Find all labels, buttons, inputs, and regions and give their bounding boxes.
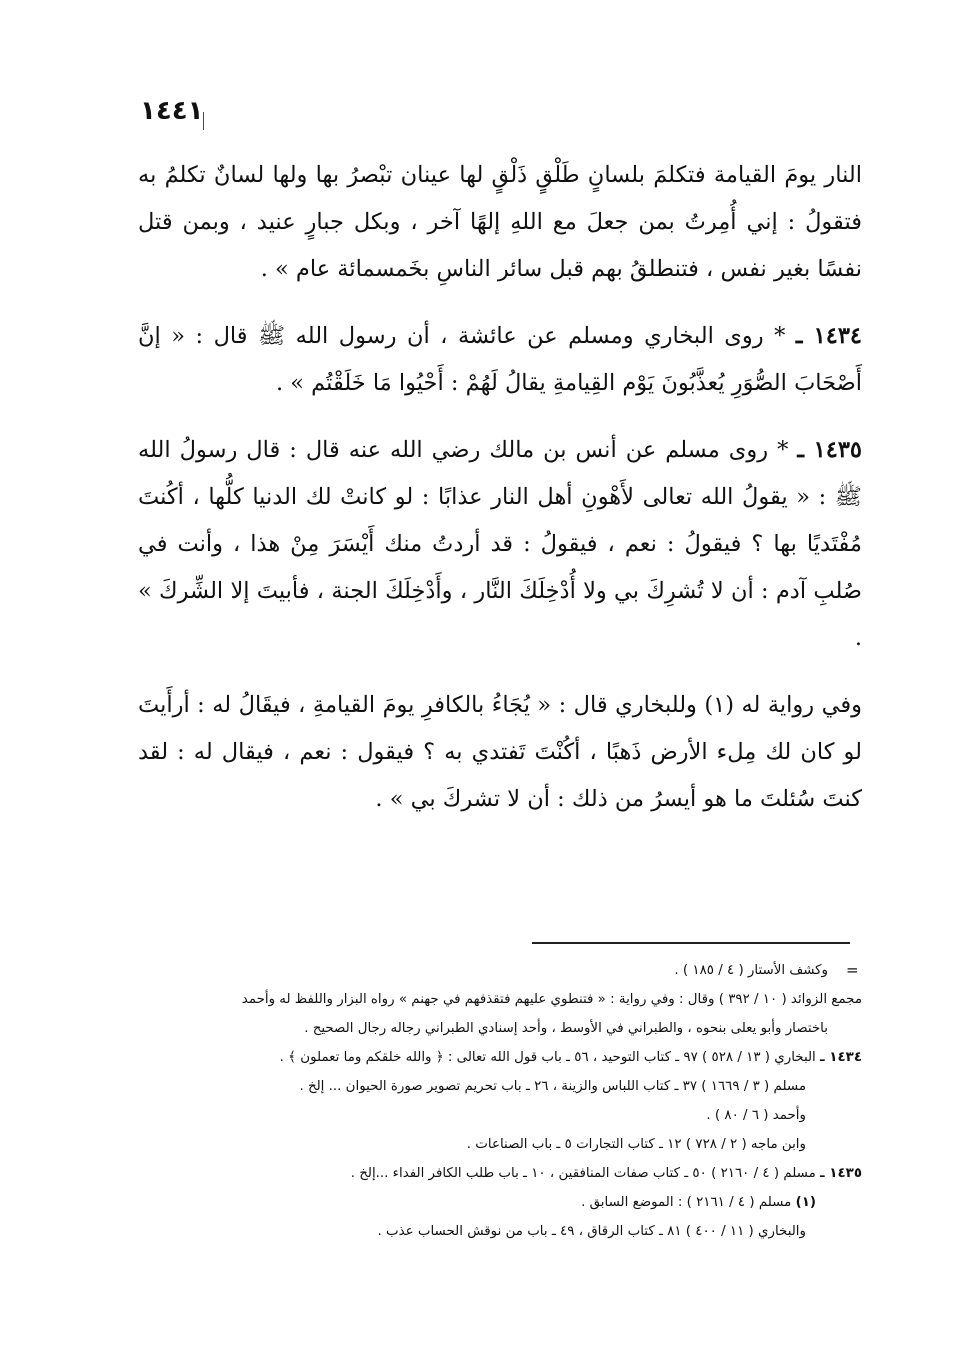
footnote-text: مسلم ( ٤ / ٢١٦١ ) : الموضع السابق . bbox=[581, 1195, 792, 1210]
footnotes bbox=[138, 956, 862, 1246]
footnote-number: ١٤٣٥ ـ bbox=[820, 1166, 862, 1181]
footnote-number: ١٤٣٤ ـ bbox=[820, 1050, 862, 1065]
footnote-line bbox=[138, 1159, 862, 1188]
footnote-line bbox=[138, 1014, 862, 1043]
page-number: ١٤٤١ bbox=[140, 96, 204, 126]
footnote-line bbox=[138, 1217, 862, 1246]
footnote-text: والبخاري ( ١١ / ٤٠٠ ) ٨١ ـ كتاب الرقاق ، ٤٩ ـ باب من نوقش الحساب عذب . bbox=[377, 1224, 806, 1239]
footnote-line bbox=[138, 956, 862, 985]
footnote-line bbox=[138, 1043, 862, 1072]
footnote-line bbox=[138, 985, 862, 1014]
footnote-text: مسلم ( ٤ / ٢١٦٠ ) ٥٠ ـ كتاب صفات المنافقين ، ١٠ ـ باب طلب الكافر الفداء ...إلخ . bbox=[350, 1166, 816, 1181]
paragraph-narration bbox=[138, 682, 862, 823]
continuation-mark: = bbox=[846, 961, 859, 979]
footnote-text: وأحمد ( ٦ / ٨٠ ) . bbox=[706, 1108, 806, 1123]
main-text bbox=[138, 152, 862, 843]
footnote-line bbox=[138, 1188, 862, 1217]
paragraph-text: * روى البخاري ومسلم عن عائشة ، أن رسول الله ﷺ قال : « إنَّ أَصْحَابَ الصُّوَرِ يُعذَّبُونَ يَوْم القِيامةِ يقالُ لَهُمْ : أَحْيُوا مَا خَلَقْتُم » . bbox=[138, 323, 862, 396]
paragraph-text: * روى مسلم عن أنس بن مالك رضي الله عنه قال : قال رسولُ الله ﷺ : « يقولُ الله تعالى لأَهْونِ أهل النار عذابًا : لو كانتْ لك الدنيا كلُّها ، أكُنتَ مُفْتَديًا بها ؟ فيقولُ : نعم ، فيقولُ : قد أردتُ منك أَيْسَرَ مِنْ هذا ، وأنت في صُلبِ آدم : أن لا تُشرِكَ بي ولا أُدْخِلَكَ النَّار ، وأَدْخِلَكَ الجنة ، فأبيتَ إلا الشِّركَ » . bbox=[138, 437, 862, 651]
footnote-line bbox=[138, 1101, 862, 1130]
page-number-divider bbox=[203, 112, 204, 130]
hadith-number: ١٤٣٤ ـ bbox=[795, 323, 862, 349]
footnote-text: البخاري ( ١٣ / ٥٢٨ ) ٩٧ ـ كتاب التوحيد ، ٥٦ ـ باب قول الله تعالى : ﴿ والله خلقكم وما تعملون ﴾ . bbox=[279, 1050, 816, 1065]
footnote-line bbox=[138, 1130, 862, 1159]
paragraph bbox=[138, 152, 862, 293]
footnote-text: وكشف الأستار ( ٤ / ١٨٥ ) . bbox=[674, 963, 828, 978]
paragraph-text: النار يومَ القيامة فتكلمَ بلسانٍ طَلْقٍ ذَلْقٍ لها عينان تبْصرُ بها ولها لسانٌ تكلمُ به فتقولُ : إني أُمِرتُ بمن جعلَ مع اللهِ إلهًا آخر ، وبكل جبارٍ عنيد ، وبمن قتل نفسًا بغير نفس ، فتنطلقُ بهم قبل سائر الناسِ بخَمسمائة عام » . bbox=[138, 162, 863, 282]
hadith-1435 bbox=[138, 427, 862, 662]
paragraph-text: وفي رواية له (١) وللبخاري قال : « يُجَاءُ بالكافرِ يومَ القيامةِ ، فيقَالُ له : أرأَيتَ لو كان لك مِلء الأرض ذَهبًا ، أكُنْتَ تَفتدي به ؟ فيقول : نعم ، فيقال له : لقد كنتَ سُئلتَ ما هو أيسرُ من ذلك : أن لا تشركَ بي » . bbox=[138, 692, 862, 812]
footnote-text: باختصار وأبو يعلى بنحوه ، والطبراني في الأوسط ، وأحد إسنادي الطبراني رجاله رجال الصحيح . bbox=[304, 1021, 828, 1036]
hadith-number: ١٤٣٥ ـ bbox=[797, 437, 862, 463]
hadith-1434 bbox=[138, 313, 862, 407]
footnote-line bbox=[138, 1072, 862, 1101]
footnote-number: (١) bbox=[795, 1195, 816, 1210]
footnote-text: مجمع الزوائد ( ١٠ / ٣٩٢ ) وقال : وفي رواية : « فتنطوي عليهم فتقذفهم في جهنم » رواه البزار واللفظ له وأحمد bbox=[241, 992, 862, 1007]
footnote-separator bbox=[532, 942, 850, 944]
footnote-text: مسلم ( ٣ / ١٦٦٩ ) ٣٧ ـ كتاب اللباس والزينة ، ٢٦ ـ باب تحريم تصوير صورة الحيوان ... إلخ . bbox=[299, 1079, 806, 1094]
footnote-text: وابن ماجه ( ٢ / ٧٢٨ ) ١٢ ـ كتاب التجارات ٥ ـ باب الصناعات . bbox=[466, 1137, 806, 1152]
